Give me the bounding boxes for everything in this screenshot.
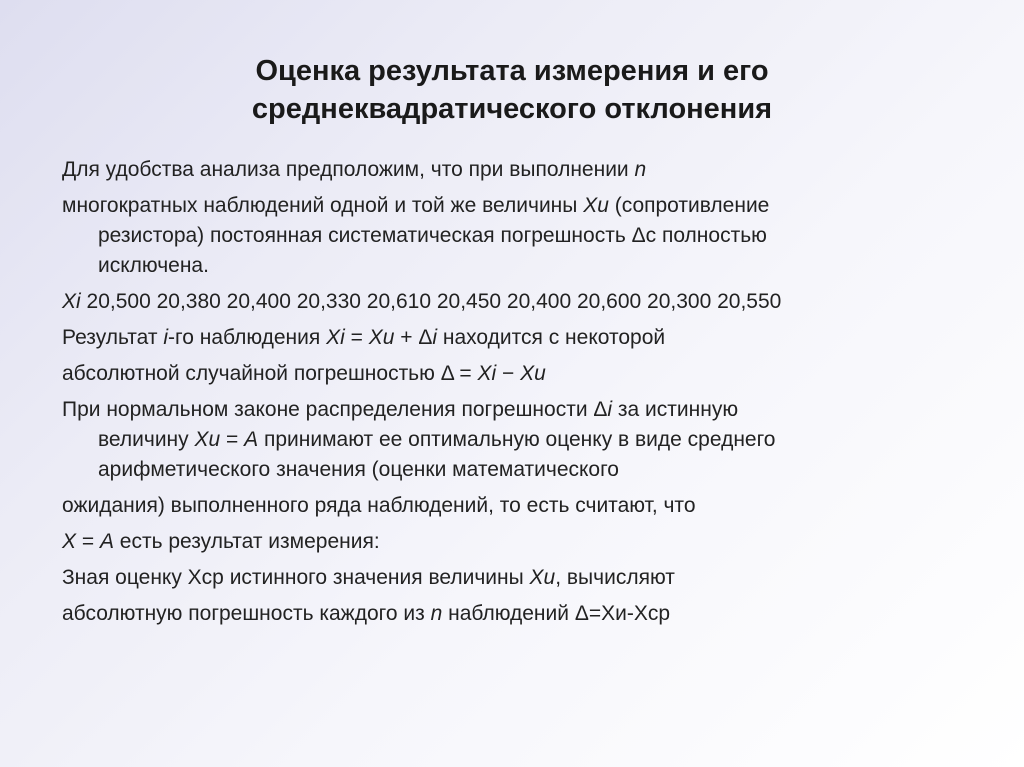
text-fragment: (сопротивление [608, 194, 770, 217]
paragraph-result [62, 323, 982, 353]
text-fragment: = [76, 530, 100, 553]
text-fragment: + Δ [394, 326, 433, 349]
text-fragment: − [496, 362, 521, 385]
text-fragment: Зная оценку Xср истинного значения величины [62, 566, 530, 589]
variable-xi: Xi [62, 290, 81, 313]
text-line [62, 425, 982, 455]
variable-i: i [432, 326, 438, 349]
paragraph-assumption [62, 155, 982, 185]
text-fragment: за истинную [612, 398, 739, 421]
variable-xu: Xu [529, 566, 556, 589]
slide-title [120, 52, 904, 128]
text-fragment: = [220, 428, 245, 451]
text-line: исключена. [98, 254, 209, 277]
text-line: резистора) постоянная систематическая погрешность Δc полностью [98, 224, 767, 247]
paragraph-expectation [62, 491, 982, 521]
variable-i: i [163, 326, 169, 349]
text-fragment: принимают ее оптимальную оценку в виде среднего [258, 428, 776, 451]
text-line [62, 527, 982, 557]
variable-n: n [634, 158, 647, 181]
text-fragment: абсолютную погрешность каждого из [62, 602, 431, 625]
text-line [62, 323, 982, 353]
text-line [62, 287, 982, 317]
slide-body [62, 155, 982, 635]
variable-xu: Xu [368, 326, 395, 349]
text-fragment: есть результат измерения: [113, 530, 380, 553]
variable-i: i [607, 398, 613, 421]
text-fragment: При нормальном законе распределения погрешности Δ [62, 398, 608, 421]
text-line [62, 563, 982, 593]
text-fragment: = [344, 326, 369, 349]
text-fragment: многократных наблюдений одной и той же величины [62, 194, 584, 217]
paragraph-error [62, 359, 982, 389]
text-fragment: -го наблюдения [168, 326, 327, 349]
paragraph-measurement-result [62, 527, 982, 557]
text-line [62, 599, 982, 629]
variable-n: n [430, 602, 443, 625]
paragraph-normal-law [62, 395, 982, 485]
paragraph-observations [62, 191, 982, 281]
text-line [62, 191, 982, 221]
variable-a: A [99, 530, 114, 553]
text-fragment: Результат [62, 326, 164, 349]
paragraph-absolute-error [62, 599, 982, 629]
title-line-2: среднеквадратического отклонения [251, 93, 773, 125]
text-line [62, 395, 982, 425]
text-fragment: , вычисляют [555, 566, 675, 589]
text-line [62, 155, 982, 185]
variable-xi: Xi [326, 326, 345, 349]
text-fragment: находится с некоторой [437, 326, 666, 349]
variable-x: X [62, 530, 77, 553]
variable-xi: Xi [477, 362, 497, 385]
text-fragment: абсолютной случайной погрешностью Δ = [62, 362, 478, 385]
variable-xu: Xu [583, 194, 609, 217]
text-fragment: величину [98, 428, 195, 451]
text-line: ожидания) выполненного ряда наблюдений, то есть считают, что [62, 494, 696, 517]
variable-a: A [244, 428, 259, 451]
title-line-1: Оценка результата измерения и его [255, 55, 769, 87]
paragraph-values [62, 287, 982, 317]
text-fragment: наблюдений Δ=Xи-Xср [442, 602, 671, 625]
text-line [62, 359, 982, 389]
measurement-values: 20,500 20,380 20,400 20,330 20,610 20,450 20,400 20,600 20,300 20,550 [80, 290, 782, 313]
text-fragment: Для удобства анализа предположим, что при выполнении [62, 158, 635, 181]
variable-xu: Xu [194, 428, 221, 451]
text-line: арифметического значения (оценки математического [98, 458, 619, 481]
paragraph-estimate [62, 563, 982, 593]
variable-xu: Xu [520, 362, 546, 385]
